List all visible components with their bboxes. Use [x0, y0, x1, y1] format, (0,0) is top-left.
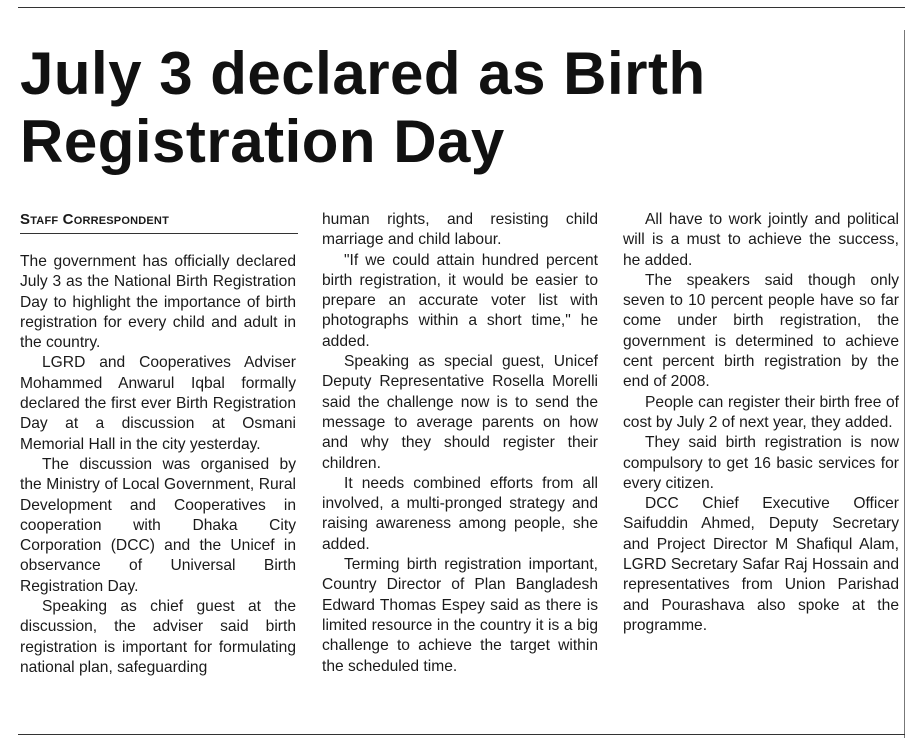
- byline: Staff Correspondent: [20, 211, 298, 234]
- headline: July 3 declared as Birth Registration Day: [20, 40, 706, 175]
- paragraph: People can register their birth free of cost by July 2 of next year, they added.: [623, 393, 899, 431]
- paragraph: Speaking as chief guest at the discussion, the adviser said birth registration is important for formulating national plan, safeguarding: [20, 598, 296, 676]
- paragraph: It needs combined efforts from all involved, a multi-pronged strategy and raising awareness among people, she added.: [322, 474, 598, 553]
- paragraph: They said birth registration is now compulsory to get 16 basic services for every citizen.: [623, 434, 899, 492]
- paragraph: DCC Chief Executive Officer Saifuddin Ahmed, Deputy Secretary and Project Director M Shafiqul Alam, LGRD Secretary Safar Raj Hossain and representatives from Union Parishad and Pourashava also spoke at the programme.: [623, 495, 899, 634]
- paragraph: "If we could attain hundred percent birth registration, it would be easier to prepare an accurate voter list with photographs within a short time," he added.: [322, 251, 598, 350]
- bottom-rule: [18, 734, 905, 735]
- paragraph: The discussion was organised by the Ministry of Local Government, Rural Development and Cooperatives in cooperation with Dhaka City Corporation (DCC) and the Unicef in observance of Universal Birth Registration Day.: [20, 455, 296, 595]
- paragraph: LGRD and Cooperatives Adviser Mohammed Anwarul Iqbal formally declared the first ever Birth Registration Day at a discussion at Osmani Memorial Hall in the city yesterday.: [20, 354, 296, 453]
- right-rule: [904, 30, 905, 738]
- paragraph: The speakers said though only seven to 10 percent people have so far come under birth registration, the government is determined to achieve cent percent birth registration by the end of 2008.: [623, 271, 899, 391]
- paragraph: The government has officially declared July 3 as the National Birth Registration Day to highlight the importance of birth registration for every child and adult in the country.: [20, 253, 296, 352]
- paragraph: Speaking as special guest, Unicef Deputy Representative Rosella Morelli said the challenge now is to send the message to average parents on how and why they should register their children.: [322, 353, 598, 472]
- paragraph: Terming birth registration important, Country Director of Plan Bangladesh Edward Thomas Espey said as there is limited resource in the country it is a big challenge to achieve the target within the scheduled time.: [322, 556, 598, 675]
- article-column-1: [20, 252, 296, 678]
- paragraph: human rights, and resisting child marriage and child labour.: [322, 211, 598, 249]
- article-column-2: [322, 210, 598, 677]
- top-rule: [18, 7, 905, 8]
- paragraph: All have to work jointly and political will is a must to achieve the success, he added.: [623, 211, 899, 269]
- article-column-3: [623, 210, 899, 636]
